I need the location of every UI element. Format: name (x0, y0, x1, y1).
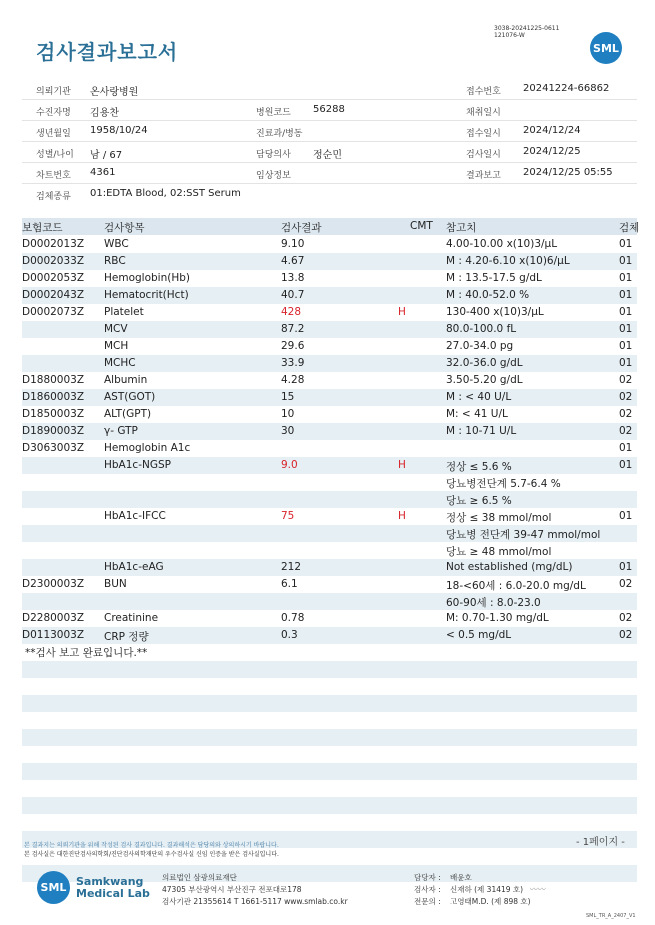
document-code (494, 25, 559, 39)
cell-result: 15 (281, 391, 295, 403)
info-row (22, 184, 637, 205)
org-label: 의뢰기관 (36, 87, 71, 97)
cell-name: Hematocrit(Hct) (104, 289, 189, 301)
table-row (22, 474, 637, 491)
table-row (22, 287, 637, 304)
table-row (22, 270, 637, 287)
footer-notes (24, 841, 279, 859)
sml-logo-icon: SML (590, 32, 622, 64)
cell-name: RBC (104, 255, 126, 267)
cell-name: Creatinine (104, 612, 159, 624)
cell-name: MCHC (104, 357, 136, 369)
address-line-3: 검사기관 21355614 T 1661-5117 www.smlab.co.kr (162, 897, 348, 906)
cell-result: 4.67 (281, 255, 305, 267)
report-label: 결과보고 (466, 171, 501, 181)
cell-specimen: 02 (619, 374, 633, 386)
table-row (22, 406, 637, 423)
cell-name: Albumin (104, 374, 148, 386)
collect-label: 채취일시 (466, 108, 501, 118)
brand-line-1: Samkwang (76, 874, 144, 888)
cell-ref: M : < 40 U/L (446, 391, 512, 403)
cell-ref: M : 10-71 U/L (446, 425, 517, 437)
cell-name: HbA1c-eAG (104, 561, 164, 573)
cell-specimen: 02 (619, 391, 633, 403)
cell-code: D0002053Z (22, 272, 85, 284)
table-row (22, 576, 637, 593)
staff-row (414, 896, 545, 908)
cell-ref: 27.0-34.0 pg (446, 340, 514, 352)
patient-label: 수진자명 (36, 108, 71, 118)
doctor-label: 담당의사 (256, 150, 291, 160)
receipt-no-value: 20241224-66862 (523, 83, 610, 94)
table-row (22, 695, 637, 712)
table-row (22, 423, 637, 440)
header-code: 보험코드 (22, 222, 63, 234)
cell-name: ALT(GPT) (104, 408, 152, 420)
report-title: 검사결과보고서 (36, 40, 179, 64)
header-ref: 참고치 (446, 222, 477, 234)
table-row (22, 593, 637, 610)
specimen-value: 01:EDTA Blood, 02:SST Serum (90, 188, 241, 199)
table-row (22, 763, 637, 780)
address-line-1: 의료법인 삼광의료재단 (162, 873, 237, 882)
cell-ref: 18-<60세 : 6.0-20.0 mg/dL (446, 580, 586, 592)
cell-name: CRP 정량 (104, 631, 149, 643)
cell-code: D3063003Z (22, 442, 85, 454)
cell-result: 6.1 (281, 578, 298, 590)
cell-result: 212 (281, 561, 302, 573)
header-cmt: CMT (410, 220, 433, 232)
cell-ref: < 0.5 mg/dL (446, 629, 512, 641)
table-row (22, 236, 637, 253)
patient-value: 김용찬 (90, 108, 119, 119)
staff-value: 고영태M.D. (제 898 호) (450, 897, 531, 906)
cell-name: MCH (104, 340, 129, 352)
cell-specimen: 01 (619, 459, 633, 471)
header-name: 검사항목 (104, 222, 145, 234)
table-row (22, 338, 637, 355)
cell-code: D2300003Z (22, 578, 85, 590)
table-row (22, 372, 637, 389)
exam-date-label: 검사일시 (466, 150, 501, 160)
cell-code: D1890003Z (22, 425, 85, 437)
results-table-body (22, 236, 637, 882)
address-line-2: 47305 부산광역시 부산진구 전포대로178 (162, 885, 302, 894)
document-code-line1: 3038-20241225-0611 (494, 25, 560, 32)
cell-name: Platelet (104, 306, 144, 318)
cell-result: 30 (281, 425, 295, 437)
cell-specimen: 01 (619, 340, 633, 352)
table-row (22, 661, 637, 678)
sex-age-value: 남 / 67 (90, 150, 123, 161)
cell-name: γ- GTP (104, 425, 138, 437)
info-row (22, 100, 637, 121)
cell-ref: 80.0-100.0 fL (446, 323, 517, 335)
table-row (22, 389, 637, 406)
staff-value: 배윤호 (450, 873, 472, 882)
chart-label: 차트번호 (36, 171, 71, 181)
footer-note-2: 본 검사실은 대한진단검사의학회/진단검사의학재단의 우수검사실 신임 인증을 받은 검사실입니다. (24, 851, 279, 858)
table-row (22, 525, 637, 542)
birth-label: 생년월일 (36, 129, 71, 139)
hospital-code-value: 56288 (313, 104, 345, 115)
cell-result: 29.6 (281, 340, 305, 352)
cell-result: 428 (281, 306, 302, 318)
results-table-header (22, 218, 640, 235)
cell-specimen: 02 (619, 425, 633, 437)
cell-specimen: 01 (619, 561, 633, 573)
sex-age-label: 성별/나이 (36, 150, 74, 160)
table-row (22, 610, 637, 627)
cell-code: D0113003Z (22, 629, 85, 641)
table-row (22, 678, 637, 695)
cell-result: 33.9 (281, 357, 305, 369)
cell-result: 87.2 (281, 323, 305, 335)
sml-logo-icon: SML (37, 871, 70, 904)
cell-name: Hemoglobin(Hb) (104, 272, 191, 284)
staff-label: 검사자 : (414, 885, 441, 894)
staff-row (414, 884, 545, 896)
cell-ref: 60-90세 : 8.0-23.0 (446, 597, 541, 609)
cell-result: 13.8 (281, 272, 305, 284)
cell-result: 10 (281, 408, 295, 420)
cell-specimen: 01 (619, 510, 633, 522)
cell-ref: M : 40.0-52.0 % (446, 289, 530, 301)
cell-result: 75 (281, 510, 295, 522)
staff-label: 담당자 : (414, 873, 441, 882)
table-row (22, 542, 637, 559)
cell-result: 0.78 (281, 612, 305, 624)
exam-date-value: 2024/12/25 (523, 146, 581, 157)
cell-ref: M: 0.70-1.30 mg/dL (446, 612, 549, 624)
table-row (22, 304, 637, 321)
cell-result: 9.0 (281, 459, 298, 471)
cell-specimen: 01 (619, 357, 633, 369)
table-row (22, 627, 637, 644)
doctor-value: 정순민 (313, 150, 342, 161)
cell-ref: 130-400 x(10)3/μL (446, 306, 544, 318)
receipt-date-value: 2024/12/24 (523, 125, 581, 136)
table-row (22, 253, 637, 270)
brand-line-2: Medical Lab (76, 886, 150, 900)
cell-ref: M : 4.20-6.10 x(10)6/μL (446, 255, 570, 267)
cell-flag: H (398, 510, 406, 522)
patient-info-section (22, 79, 637, 205)
header-specimen: 검체 (619, 222, 640, 234)
cell-code: D2280003Z (22, 612, 85, 624)
cell-code: D0002073Z (22, 306, 85, 318)
table-row (22, 814, 637, 831)
cell-name: WBC (104, 238, 129, 250)
cell-ref: 3.50-5.20 g/dL (446, 374, 523, 386)
cell-name: AST(GOT) (104, 391, 156, 403)
receipt-date-label: 접수일시 (466, 129, 501, 139)
header-result: 검사결과 (281, 222, 322, 234)
cell-code: D0002033Z (22, 255, 85, 267)
table-row (22, 712, 637, 729)
cell-ref: 32.0-36.0 g/dL (446, 357, 523, 369)
page-number: - 1페이지 - (576, 837, 625, 848)
cell-flag: H (398, 306, 406, 318)
specimen-label: 검체종류 (36, 192, 71, 202)
cell-result: 9.10 (281, 238, 305, 250)
staff-row (414, 872, 545, 884)
table-row (22, 729, 637, 746)
table-row (22, 746, 637, 763)
cell-name: HbA1c-NGSP (104, 459, 171, 471)
info-row (22, 163, 637, 184)
table-row (22, 559, 637, 576)
cell-result: 40.7 (281, 289, 305, 301)
cell-specimen: 02 (619, 612, 633, 624)
chart-value: 4361 (90, 167, 116, 178)
staff-value: 신재하 (제 31419 호) (450, 885, 524, 894)
cell-specimen: 02 (619, 578, 633, 590)
table-row (22, 797, 637, 814)
cell-name: HbA1c-IFCC (104, 510, 166, 522)
cell-specimen: 01 (619, 323, 633, 335)
footer-brand (37, 871, 150, 904)
lab-address (162, 872, 348, 908)
cell-ref: 당뇨병 전단계 39-47 mmol/mol (446, 529, 601, 541)
cell-result: 4.28 (281, 374, 305, 386)
cell-ref: M : 13.5-17.5 g/dL (446, 272, 542, 284)
cell-specimen: 01 (619, 272, 633, 284)
cell-specimen: 01 (619, 289, 633, 301)
receipt-no-label: 접수번호 (466, 87, 501, 97)
cell-ref: M: < 41 U/L (446, 408, 508, 420)
staff-signatures (414, 872, 545, 908)
info-row (22, 121, 637, 142)
table-row (22, 355, 637, 372)
cell-ref: Not established (mg/dL) (446, 561, 573, 573)
cell-specimen: 01 (619, 255, 633, 267)
table-row (22, 780, 637, 797)
cell-name: MCV (104, 323, 128, 335)
table-row (22, 508, 637, 525)
cell-specimen: 01 (619, 306, 633, 318)
cell-ref: 당뇨병전단계 5.7-6.4 % (446, 478, 561, 490)
info-row (22, 79, 637, 100)
cell-code: D1860003Z (22, 391, 85, 403)
dept-label: 진료과/병동 (256, 129, 303, 139)
cell-ref: 당뇨 ≥ 6.5 % (446, 495, 512, 507)
cell-ref: 정상 ≤ 38 mmol/mol (446, 512, 552, 524)
table-row (22, 457, 637, 474)
cell-result: 0.3 (281, 629, 298, 641)
cell-flag: H (398, 459, 406, 471)
form-code: SML_TR_A_2407_V1 (586, 913, 636, 919)
cell-code: D1880003Z (22, 374, 85, 386)
cell-ref: 당뇨 ≥ 48 mmol/mol (446, 546, 552, 558)
report-value: 2024/12/25 05:55 (523, 167, 613, 178)
cell-specimen: 02 (619, 629, 633, 641)
cell-name: BUN (104, 578, 127, 590)
table-row (22, 491, 637, 508)
cell-specimen: 01 (619, 238, 633, 250)
birth-value: 1958/10/24 (90, 125, 148, 136)
cell-ref: 4.00-10.00 x(10)3/μL (446, 238, 558, 250)
info-row (22, 142, 637, 163)
cell-specimen: 01 (619, 442, 633, 454)
cell-name: Hemoglobin A1c (104, 442, 191, 454)
footer-note-1: 본 결과지는 의뢰기관을 위해 작성된 검사 결과입니다. 결과해석은 담당의와 상의하시기 바랍니다. (24, 842, 279, 849)
cell-code: D1850003Z (22, 408, 85, 420)
hospital-code-label: 병원코드 (256, 108, 291, 118)
cell-code: D0002013Z (22, 238, 85, 250)
report-complete-note: **검사 보고 완료입니다.** (25, 647, 148, 659)
cell-ref: 정상 ≤ 5.6 % (446, 461, 512, 473)
staff-label: 전문의 : (414, 897, 441, 906)
clinical-label: 임상정보 (256, 171, 291, 181)
cell-specimen: 02 (619, 408, 633, 420)
signature-icon: 〰〰 (529, 885, 546, 894)
brand-name (76, 876, 150, 900)
cell-code: D0002043Z (22, 289, 85, 301)
org-value: 온사랑병원 (90, 87, 139, 98)
table-row (22, 440, 637, 457)
document-code-line2: 121076-W (494, 32, 525, 39)
table-row (22, 321, 637, 338)
